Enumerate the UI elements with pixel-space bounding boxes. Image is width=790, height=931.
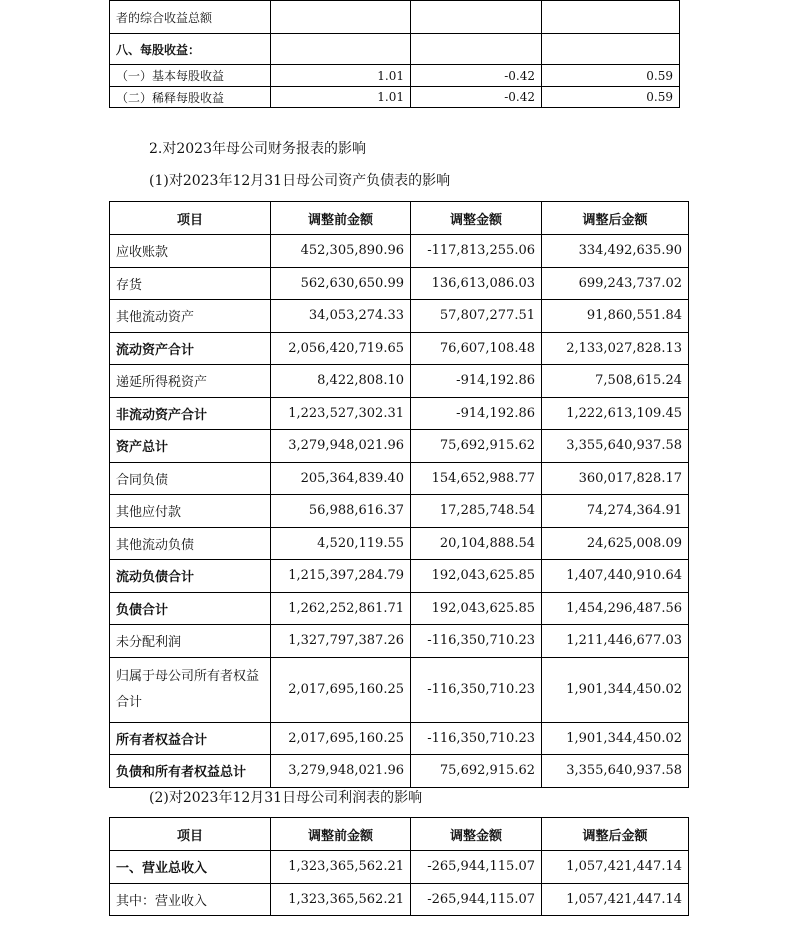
table-header-row [110, 202, 689, 235]
adjustment-cell: 57,807,277.51 [411, 300, 542, 333]
row-label: 流动资产合计 [110, 332, 271, 365]
adjustment-cell: -116,350,710.23 [411, 625, 542, 658]
value-after-cell: 1,057,421,447.14 [542, 883, 689, 916]
row-label: 其他流动负债 [110, 527, 271, 560]
value-after-cell: 1,211,446,677.03 [542, 625, 689, 658]
value-before-cell: 205,364,839.40 [271, 462, 411, 495]
value-after-cell: 1,901,344,450.02 [542, 657, 689, 722]
table-row [110, 495, 689, 528]
row-label: 归属于母公司所有者权益合计 [110, 657, 271, 722]
row-label: 一、营业总收入 [110, 851, 271, 884]
row-label: 资产总计 [110, 430, 271, 463]
row-label: 其他应付款 [110, 495, 271, 528]
value-after-cell: 1,901,344,450.02 [542, 722, 689, 755]
value-cell: 0.59 [542, 65, 680, 87]
table-row [110, 851, 689, 884]
balance-sheet-table [109, 201, 689, 788]
value-cell: 0.59 [542, 87, 680, 108]
table-row [110, 332, 689, 365]
income-statement-table [109, 817, 689, 916]
adjustment-cell: 154,652,988.77 [411, 462, 542, 495]
value-cell [542, 34, 680, 65]
row-label: 存货 [110, 267, 271, 300]
table-row [110, 625, 689, 658]
income-statement-heading: (2)对2023年12月31日母公司利润表的影响 [149, 790, 423, 806]
value-cell: -0.42 [411, 87, 542, 108]
row-label: 负债合计 [110, 592, 271, 625]
value-before-cell: 1,327,797,387.26 [271, 625, 411, 658]
table-row [110, 87, 680, 108]
table-row [110, 397, 689, 430]
adjustment-cell: -117,813,255.06 [411, 235, 542, 268]
value-before-cell: 1,223,527,302.31 [271, 397, 411, 430]
adjustment-cell: 75,692,915.62 [411, 430, 542, 463]
table-row [110, 34, 680, 65]
value-before-cell: 4,520,119.55 [271, 527, 411, 560]
eps-table [109, 0, 680, 108]
row-label: 负债和所有者权益总计 [110, 755, 271, 788]
value-before-cell: 1,323,365,562.21 [271, 851, 411, 884]
row-label: 者的综合收益总额 [110, 1, 271, 34]
table-row [110, 430, 689, 463]
value-before-cell: 2,017,695,160.25 [271, 722, 411, 755]
adjustment-cell: 192,043,625.85 [411, 560, 542, 593]
value-before-cell: 3,279,948,021.96 [271, 430, 411, 463]
value-before-cell: 1,215,397,284.79 [271, 560, 411, 593]
column-header: 调整后金额 [542, 202, 689, 235]
row-label: 其中：营业收入 [110, 883, 271, 916]
value-after-cell: 24,625,008.09 [542, 527, 689, 560]
value-after-cell: 699,243,737.02 [542, 267, 689, 300]
table-row [110, 722, 689, 755]
value-after-cell: 2,133,027,828.13 [542, 332, 689, 365]
value-after-cell: 74,274,364.91 [542, 495, 689, 528]
value-after-cell: 360,017,828.17 [542, 462, 689, 495]
value-cell: -0.42 [411, 65, 542, 87]
table-row [110, 560, 689, 593]
adjustment-cell: -116,350,710.23 [411, 722, 542, 755]
adjustment-cell: 136,613,086.03 [411, 267, 542, 300]
value-before-cell: 2,017,695,160.25 [271, 657, 411, 722]
table-row [110, 883, 689, 916]
adjustment-cell: -265,944,115.07 [411, 883, 542, 916]
column-header: 调整金额 [411, 202, 542, 235]
value-after-cell: 3,355,640,937.58 [542, 755, 689, 788]
table-row [110, 300, 689, 333]
value-cell: 1.01 [271, 87, 411, 108]
value-before-cell: 1,262,252,861.71 [271, 592, 411, 625]
adjustment-cell: -914,192.86 [411, 365, 542, 398]
table-row [110, 235, 689, 268]
column-header: 项目 [110, 202, 271, 235]
value-after-cell: 1,057,421,447.14 [542, 851, 689, 884]
column-header: 项目 [110, 818, 271, 851]
adjustment-cell: 75,692,915.62 [411, 755, 542, 788]
adjustment-cell: -914,192.86 [411, 397, 542, 430]
value-cell [542, 1, 680, 34]
table-row [110, 365, 689, 398]
value-after-cell: 91,860,551.84 [542, 300, 689, 333]
adjustment-cell: -116,350,710.23 [411, 657, 542, 722]
row-label: 其他流动资产 [110, 300, 271, 333]
value-cell [271, 1, 411, 34]
value-after-cell: 7,508,615.24 [542, 365, 689, 398]
table-row [110, 267, 689, 300]
row-label: （一）基本每股收益 [110, 65, 271, 87]
value-after-cell: 3,355,640,937.58 [542, 430, 689, 463]
row-label: 所有者权益合计 [110, 722, 271, 755]
column-header: 调整前金额 [271, 818, 411, 851]
table-row [110, 755, 689, 788]
balance-sheet-heading: (1)对2023年12月31日母公司资产负债表的影响 [149, 173, 451, 189]
value-after-cell: 1,222,613,109.45 [542, 397, 689, 430]
table-row [110, 65, 680, 87]
value-after-cell: 1,454,296,487.56 [542, 592, 689, 625]
value-before-cell: 56,988,616.37 [271, 495, 411, 528]
row-label: 应收账款 [110, 235, 271, 268]
value-after-cell: 1,407,440,910.64 [542, 560, 689, 593]
adjustment-cell: 192,043,625.85 [411, 592, 542, 625]
value-before-cell: 452,305,890.96 [271, 235, 411, 268]
table-row [110, 462, 689, 495]
row-label: 未分配利润 [110, 625, 271, 658]
table-header-row [110, 818, 689, 851]
value-cell [411, 34, 542, 65]
table-row [110, 1, 680, 34]
adjustment-cell: 17,285,748.54 [411, 495, 542, 528]
value-before-cell: 1,323,365,562.21 [271, 883, 411, 916]
value-cell [411, 1, 542, 34]
value-before-cell: 34,053,274.33 [271, 300, 411, 333]
value-before-cell: 3,279,948,021.96 [271, 755, 411, 788]
row-label: 递延所得税资产 [110, 365, 271, 398]
table-row [110, 527, 689, 560]
adjustment-cell: 76,607,108.48 [411, 332, 542, 365]
table-row [110, 592, 689, 625]
value-cell: 1.01 [271, 65, 411, 87]
table-row [110, 657, 689, 722]
column-header: 调整金额 [411, 818, 542, 851]
row-label: 合同负债 [110, 462, 271, 495]
column-header: 调整后金额 [542, 818, 689, 851]
value-cell [271, 34, 411, 65]
adjustment-cell: -265,944,115.07 [411, 851, 542, 884]
value-before-cell: 562,630,650.99 [271, 267, 411, 300]
value-before-cell: 8,422,808.10 [271, 365, 411, 398]
section-heading: 2.对2023年母公司财务报表的影响 [149, 141, 366, 157]
row-label: 流动负债合计 [110, 560, 271, 593]
row-label: 八、每股收益： [110, 34, 271, 65]
column-header: 调整前金额 [271, 202, 411, 235]
row-label: 非流动资产合计 [110, 397, 271, 430]
value-before-cell: 2,056,420,719.65 [271, 332, 411, 365]
row-label: （二）稀释每股收益 [110, 87, 271, 108]
value-after-cell: 334,492,635.90 [542, 235, 689, 268]
adjustment-cell: 20,104,888.54 [411, 527, 542, 560]
